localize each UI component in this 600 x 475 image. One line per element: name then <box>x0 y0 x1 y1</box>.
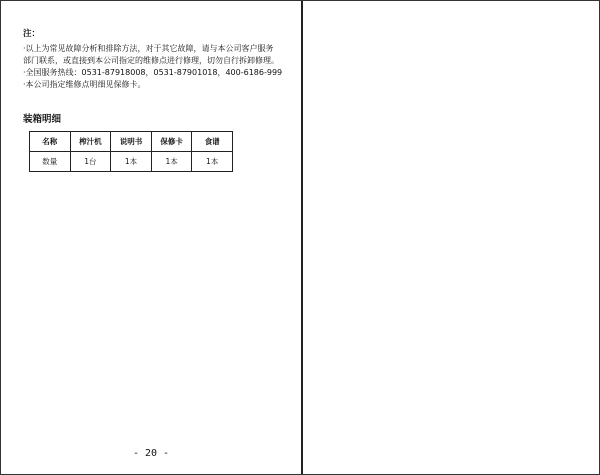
table-header-cell-juicer: 榨汁机 <box>70 132 111 152</box>
table-cell-warranty-card-qty: 1本 <box>151 152 192 172</box>
table-cell-quantity-label: 数量 <box>30 152 71 172</box>
right-page-blank <box>303 1 599 474</box>
notes-line-repair-points: ·本公司指定维修点明细见保修卡。 <box>23 80 146 89</box>
table-header-cell-recipe: 食谱 <box>192 132 233 152</box>
page-number: - 20 - <box>132 448 170 459</box>
table-header-cell-name: 名称 <box>30 132 71 152</box>
table-header-cell-warranty-card: 保修卡 <box>151 132 192 152</box>
notes-line-2: 部门联系，或直接到本公司指定的维修点进行修理，切勿自行拆卸修理。 <box>23 56 279 65</box>
notes-title: 注： <box>23 29 41 39</box>
table-header-row <box>30 132 233 152</box>
table-cell-recipe-qty: 1本 <box>192 152 233 172</box>
table-cell-manual-qty: 1本 <box>111 152 152 172</box>
table-cell-juicer-qty: 1台 <box>70 152 111 172</box>
notes-line-hotline: ·全国服务热线：0531-87918008，0531-87901018，400-6186-999 <box>23 68 283 77</box>
table-row-quantity <box>30 152 233 172</box>
left-page <box>1 1 301 474</box>
notes-line-1: ·以上为常见故障分析和排除方法，对于其它故障，请与本公司客户服务 <box>23 44 274 53</box>
table-header-cell-manual: 说明书 <box>111 132 152 152</box>
packing-list-heading: 装箱明细 <box>23 114 62 125</box>
packing-list-table <box>29 131 233 172</box>
